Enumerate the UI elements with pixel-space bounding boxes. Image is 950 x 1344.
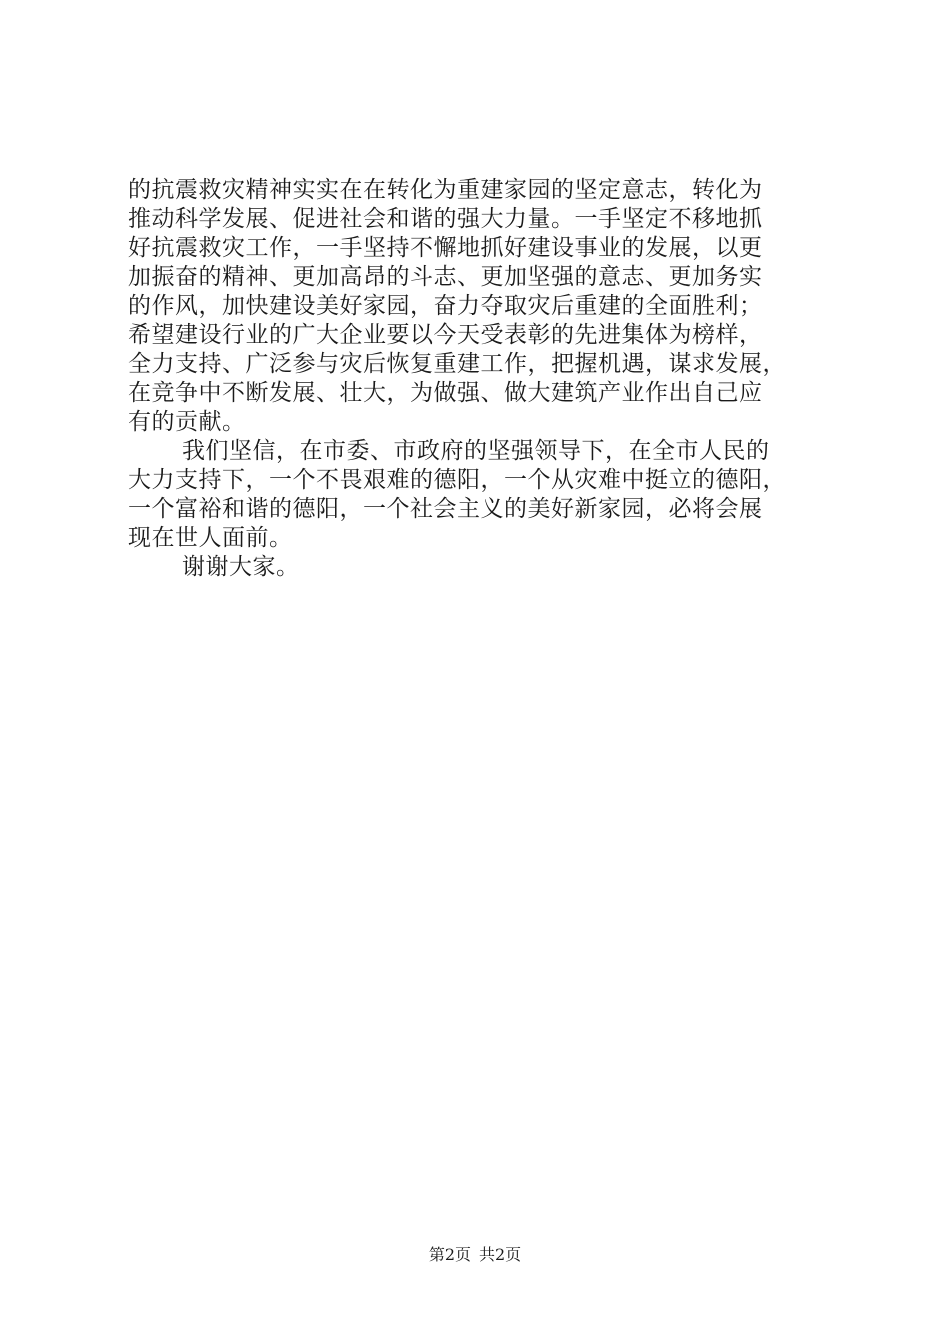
page-number: 第2页 [428, 1245, 471, 1264]
text-line: 有的贡献。 [128, 409, 246, 435]
page-footer [0, 1244, 950, 1266]
text-line: 一个富裕和谐的德阳，一个社会主义的美好新家园，必将会展 [128, 496, 763, 522]
text-line: 谢谢大家。 [182, 554, 300, 580]
text-line: 在竞争中不断发展、壮大，为做强、做大建筑产业作出自己应 [128, 380, 763, 406]
text-line: 我们坚信，在市委、市政府的坚强领导下，在全市人民的 [182, 438, 770, 464]
paragraph [128, 553, 828, 582]
page-total: 共2页 [479, 1245, 522, 1264]
text-line: 推动科学发展、促进社会和谐的强大力量。一手坚定不移地抓 [128, 206, 763, 232]
text-line: 现在世人面前。 [128, 525, 293, 551]
text-line: 的抗震救灾精神实实在在转化为重建家园的坚定意志，转化为 [128, 177, 763, 203]
paragraph [128, 176, 828, 437]
text-line: 的作风，加快建设美好家园，奋力夺取灾后重建的全面胜利； [128, 293, 763, 319]
text-line: 大力支持下，一个不畏艰难的德阳，一个从灾难中挺立的德阳， [128, 467, 786, 493]
paragraph [128, 437, 828, 553]
body-text [128, 176, 828, 582]
text-line: 好抗震救灾工作，一手坚持不懈地抓好建设事业的发展，以更 [128, 235, 763, 261]
text-line: 全力支持、广泛参与灾后恢复重建工作，把握机遇，谋求发展， [128, 351, 786, 377]
text-line: 加振奋的精神、更加高昂的斗志、更加坚强的意志、更加务实 [128, 264, 763, 290]
text-line: 希望建设行业的广大企业要以今天受表彰的先进集体为榜样， [128, 322, 763, 348]
